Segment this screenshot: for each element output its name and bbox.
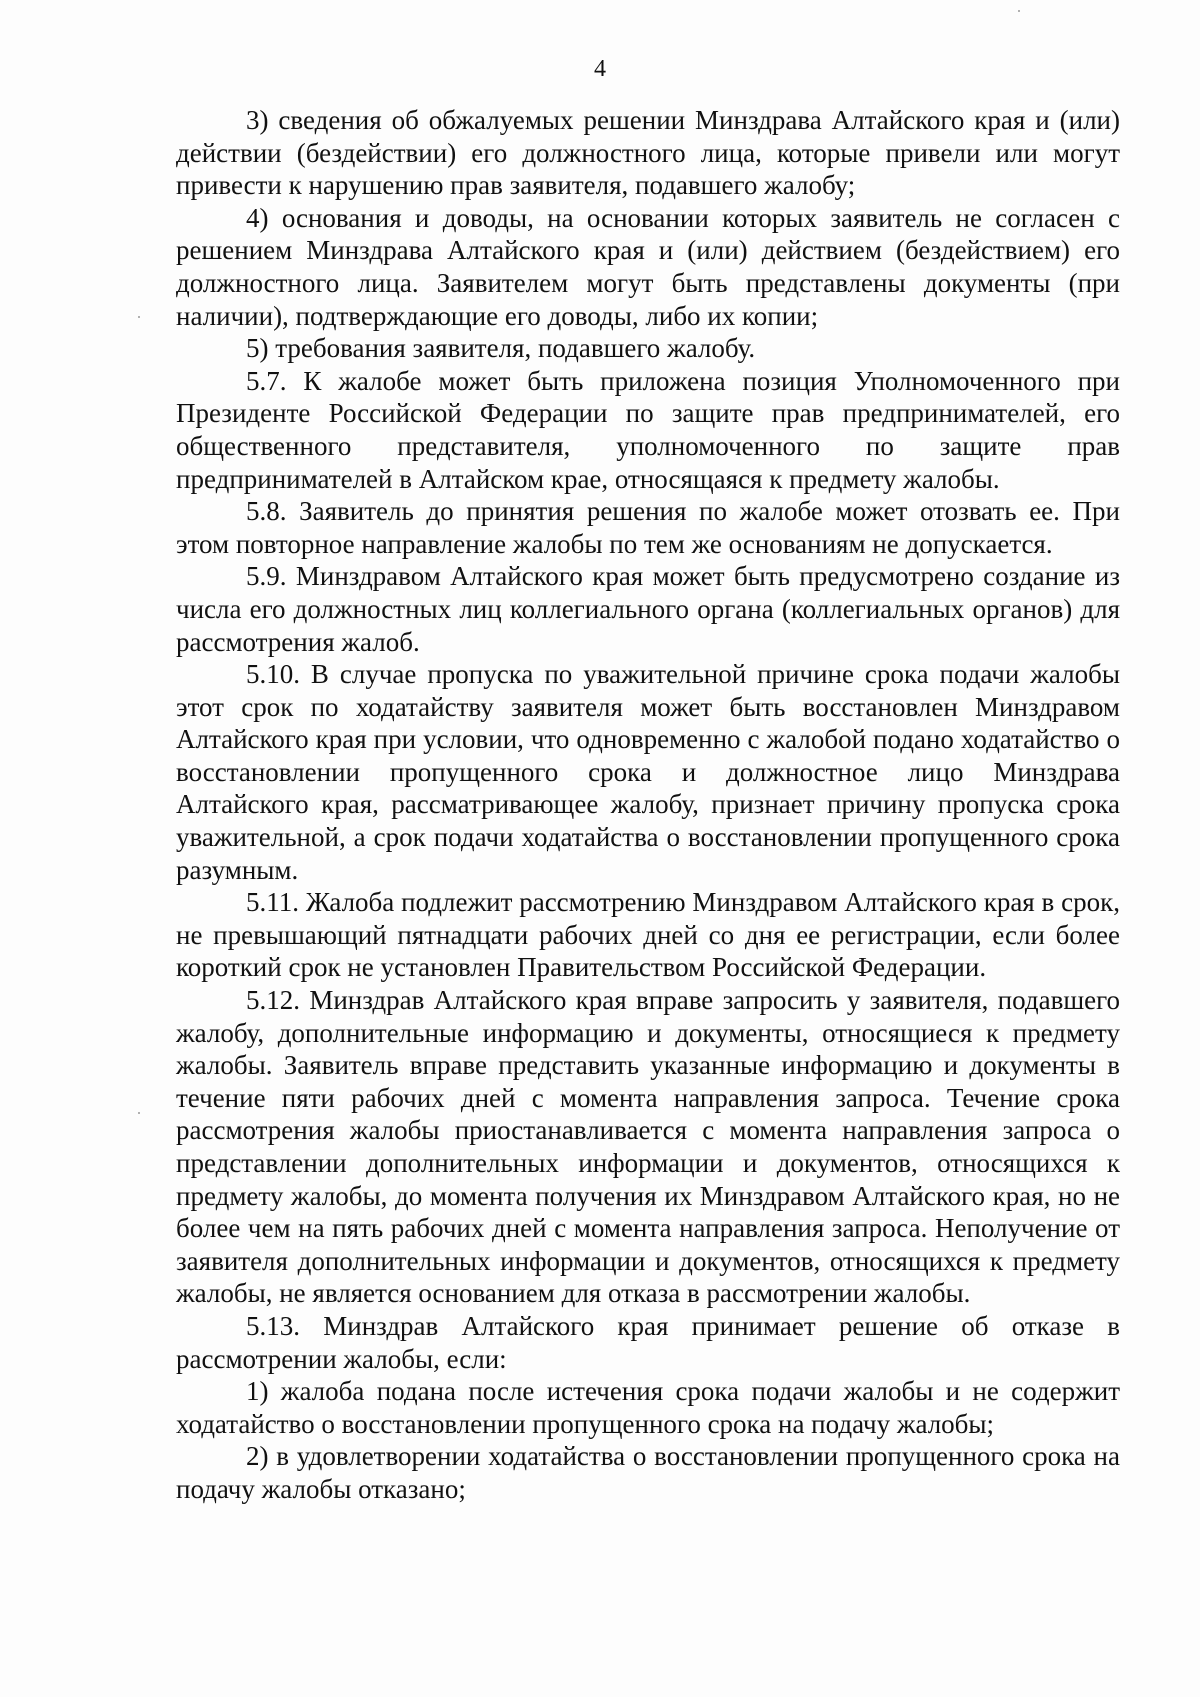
paragraph-item-5: 5) требования заявителя, подавшего жалобу. (246, 333, 756, 364)
paragraph-5-9: 5.9. Минздравом Алтайского края может быть предусмотрено создание из числа его должностных лиц коллегиального органа (коллегиальных органов) для рассмотрения жалоб. (176, 561, 1120, 657)
paragraph-item-1: 1) жалоба подана после истечения срока подачи жалобы и не содержит ходатайство о восстановлении пропущенного срока на подачу жалобы; (176, 1376, 1120, 1439)
paragraph-item-2: 2) в удовлетворении ходатайства о восстановлении пропущенного срока на подачу жалобы отказано; (176, 1441, 1120, 1504)
paragraph-5-7: 5.7. К жалобе может быть приложена позиция Уполномоченного при Президенте Российской Федерации по защите прав предпринимателей, его общественного представителя, уполномоченного по защите прав предпринимателей в Алтайском крае, относящаяся к предмету жалобы. (176, 365, 1120, 494)
paragraph-item-3: 3) сведения об обжалуемых решении Минздрава Алтайского края и (или) действии (бездействии) его должностного лица, которые привели или могут привести к нарушению прав заявителя, подавшего жалобу; (176, 105, 1120, 201)
page-number: 4 (594, 56, 606, 82)
scan-speck (138, 1112, 140, 1114)
paragraph-5-10: 5.10. В случае пропуска по уважительной причине срока подачи жалобы этот срок по ходатайству заявителя может быть восстановлен Минздравом Алтайского края при условии, что одновременно с жалобой подано ходатайство о восстановлении пропущенного срока и должностное лицо Минздрава Алтайского края, рассматривающее жалобу, признает причину пропуска срока уважительной, а срок подачи ходатайства о восстановлении пропущенного срока разумным. (176, 659, 1120, 885)
document-body (176, 104, 1120, 1506)
paragraph-5-11: 5.11. Жалоба подлежит рассмотрению Минздравом Алтайского края в срок, не превышающий пятнадцати рабочих дней со дня ее регистрации, если более короткий срок не установлен Правительством Российской Федерации. (176, 887, 1120, 983)
paragraph-5-8: 5.8. Заявитель до принятия решения по жалобе может отозвать ее. При этом повторное направление жалобы по тем же основаниям не допускается. (176, 496, 1120, 559)
scan-speck (138, 316, 140, 318)
paragraph-5-12: 5.12. Минздрав Алтайского края вправе запросить у заявителя, подавшего жалобу, дополнительные информацию и документы, относящиеся к предмету жалобы. Заявитель вправе представить указанные информацию и документы в течение пяти рабочих дней с момента направления запроса. Течение срока рассмотрения жалобы приостанавливается с момента направления запроса о представлении дополнительных информации и документов, относящихся к предмету жалобы, до момента получения их Минздравом Алтайского края, но не более чем на пять рабочих дней с момента направления запроса. Неполучение от заявителя дополнительных информации и документов, относящихся к предмету жалобы, не является основанием для отказа в рассмотрении жалобы. (176, 985, 1120, 1309)
scan-speck (1018, 10, 1020, 12)
paragraph-item-4: 4) основания и доводы, на основании которых заявитель не согласен с решением Минздрава Алтайского края и (или) действием (бездействием) его должностного лица. Заявителем могут быть представлены документы (при наличии), подтверждающие его доводы, либо их копии; (176, 202, 1120, 331)
paragraph-5-13: 5.13. Минздрав Алтайского края принимает решение об отказе в рассмотрении жалобы, если: (176, 1310, 1120, 1374)
